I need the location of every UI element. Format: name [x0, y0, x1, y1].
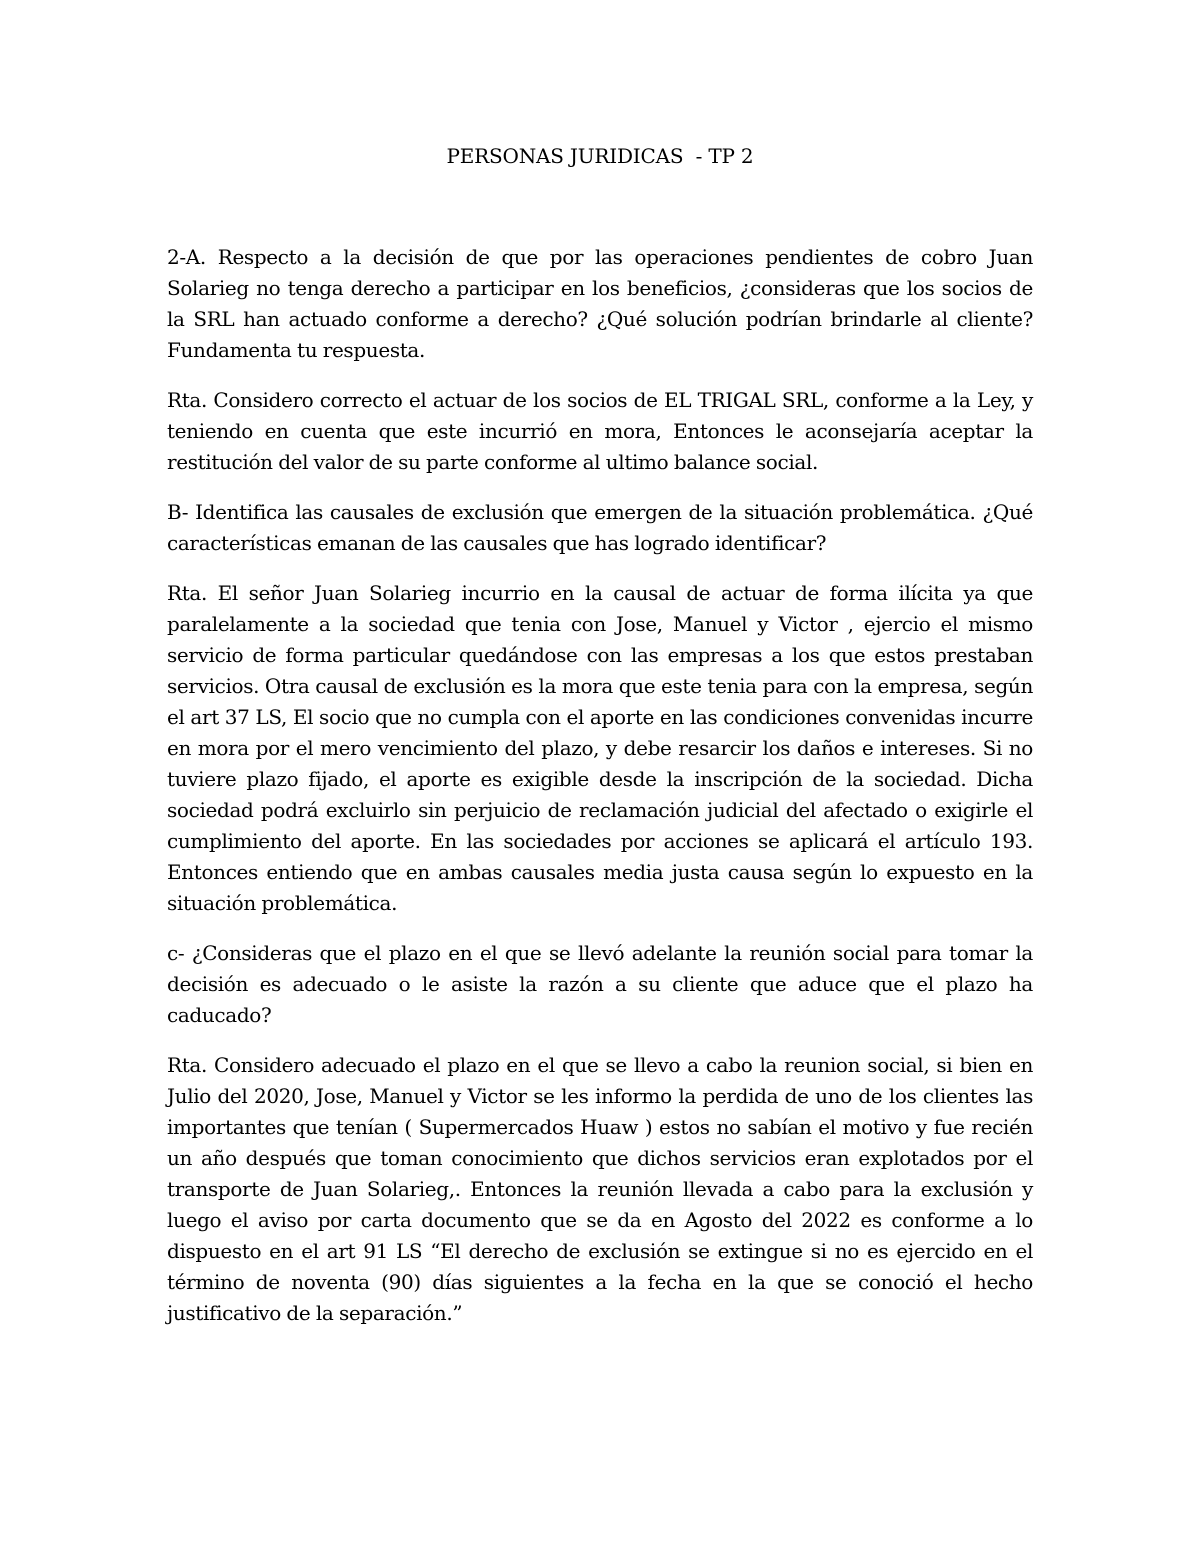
answer-b: Rta. El señor Juan Solarieg incurrio en la causal de actuar de forma ilícita ya que paralelamente a la sociedad que tenia con Jose, Manuel y Victor , ejercio el mismo servicio de forma particular quedándose con las empresas a los que estos prestaban servicios. Otra causal de exclusión es la mora que este tenia para con la empresa, según el art 37 LS, El socio que no cumpla con el aporte en las condiciones convenidas incurre en mora por el mero vencimiento del plazo, y debe resarcir los daños e intereses. Si no tuviere plazo fijado, el aporte es exigible desde la inscripción de la sociedad. Dicha sociedad podrá excluirlo sin perjuicio de reclamación judicial del afectado o exigirle el cumplimiento del aporte. En las sociedades por acciones se aplicará el artículo 193. Entonces entiendo que en ambas causales media justa causa según lo expuesto en la situación problemática.	[167, 581, 1033, 915]
answer-c: Rta. Considero adecuado el plazo en el que se llevo a cabo la reunion social, si bien en Julio del 2020, Jose, Manuel y Victor se les informo la perdida de uno de los clientes las importantes que tenían ( Supermercados Huaw ) estos no sabían el motivo y fue recién un año después que toman conocimiento que dichos servicios eran explotados por el transporte de Juan Solarieg,. Entonces la reunión llevada a cabo para la exclusión y luego el aviso por carta documento que se da en Agosto del 2022 es conforme a lo dispuesto en el art 91 LS “El derecho de exclusión se extingue si no es ejercido en el término de noventa (90) días siguientes a la fecha en la que se conoció el hecho justificativo de la separación.”	[167, 1053, 1033, 1325]
answer-2a: Rta. Considero correcto el actuar de los socios de EL TRIGAL SRL, conforme a la Ley, y teniendo en cuenta que este incurrió en mora, Entonces le aconsejaría aceptar la restitución del valor de su parte conforme al ultimo balance social.	[167, 388, 1033, 474]
question-2a: 2-A. Respecto a la decisión de que por las operaciones pendientes de cobro Juan Solarieg no tenga derecho a participar en los beneficios, ¿consideras que los socios de la SRL han actuado conforme a derecho? ¿Qué solución podrían brindarle al cliente? Fundamenta tu respuesta.	[167, 245, 1033, 362]
question-c: c- ¿Consideras que el plazo en el que se llevó adelante la reunión social para tomar la decisión es adecuado o le asiste la razón a su cliente que aduce que el plazo ha caducado?	[167, 941, 1033, 1027]
question-b: B- Identifica las causales de exclusión que emergen de la situación problemática. ¿Qué características emanan de las causales que has logrado identificar?	[167, 500, 1033, 555]
document-title: PERSONAS JURIDICAS - TP 2	[446, 144, 754, 168]
document-body	[167, 242, 1033, 1348]
